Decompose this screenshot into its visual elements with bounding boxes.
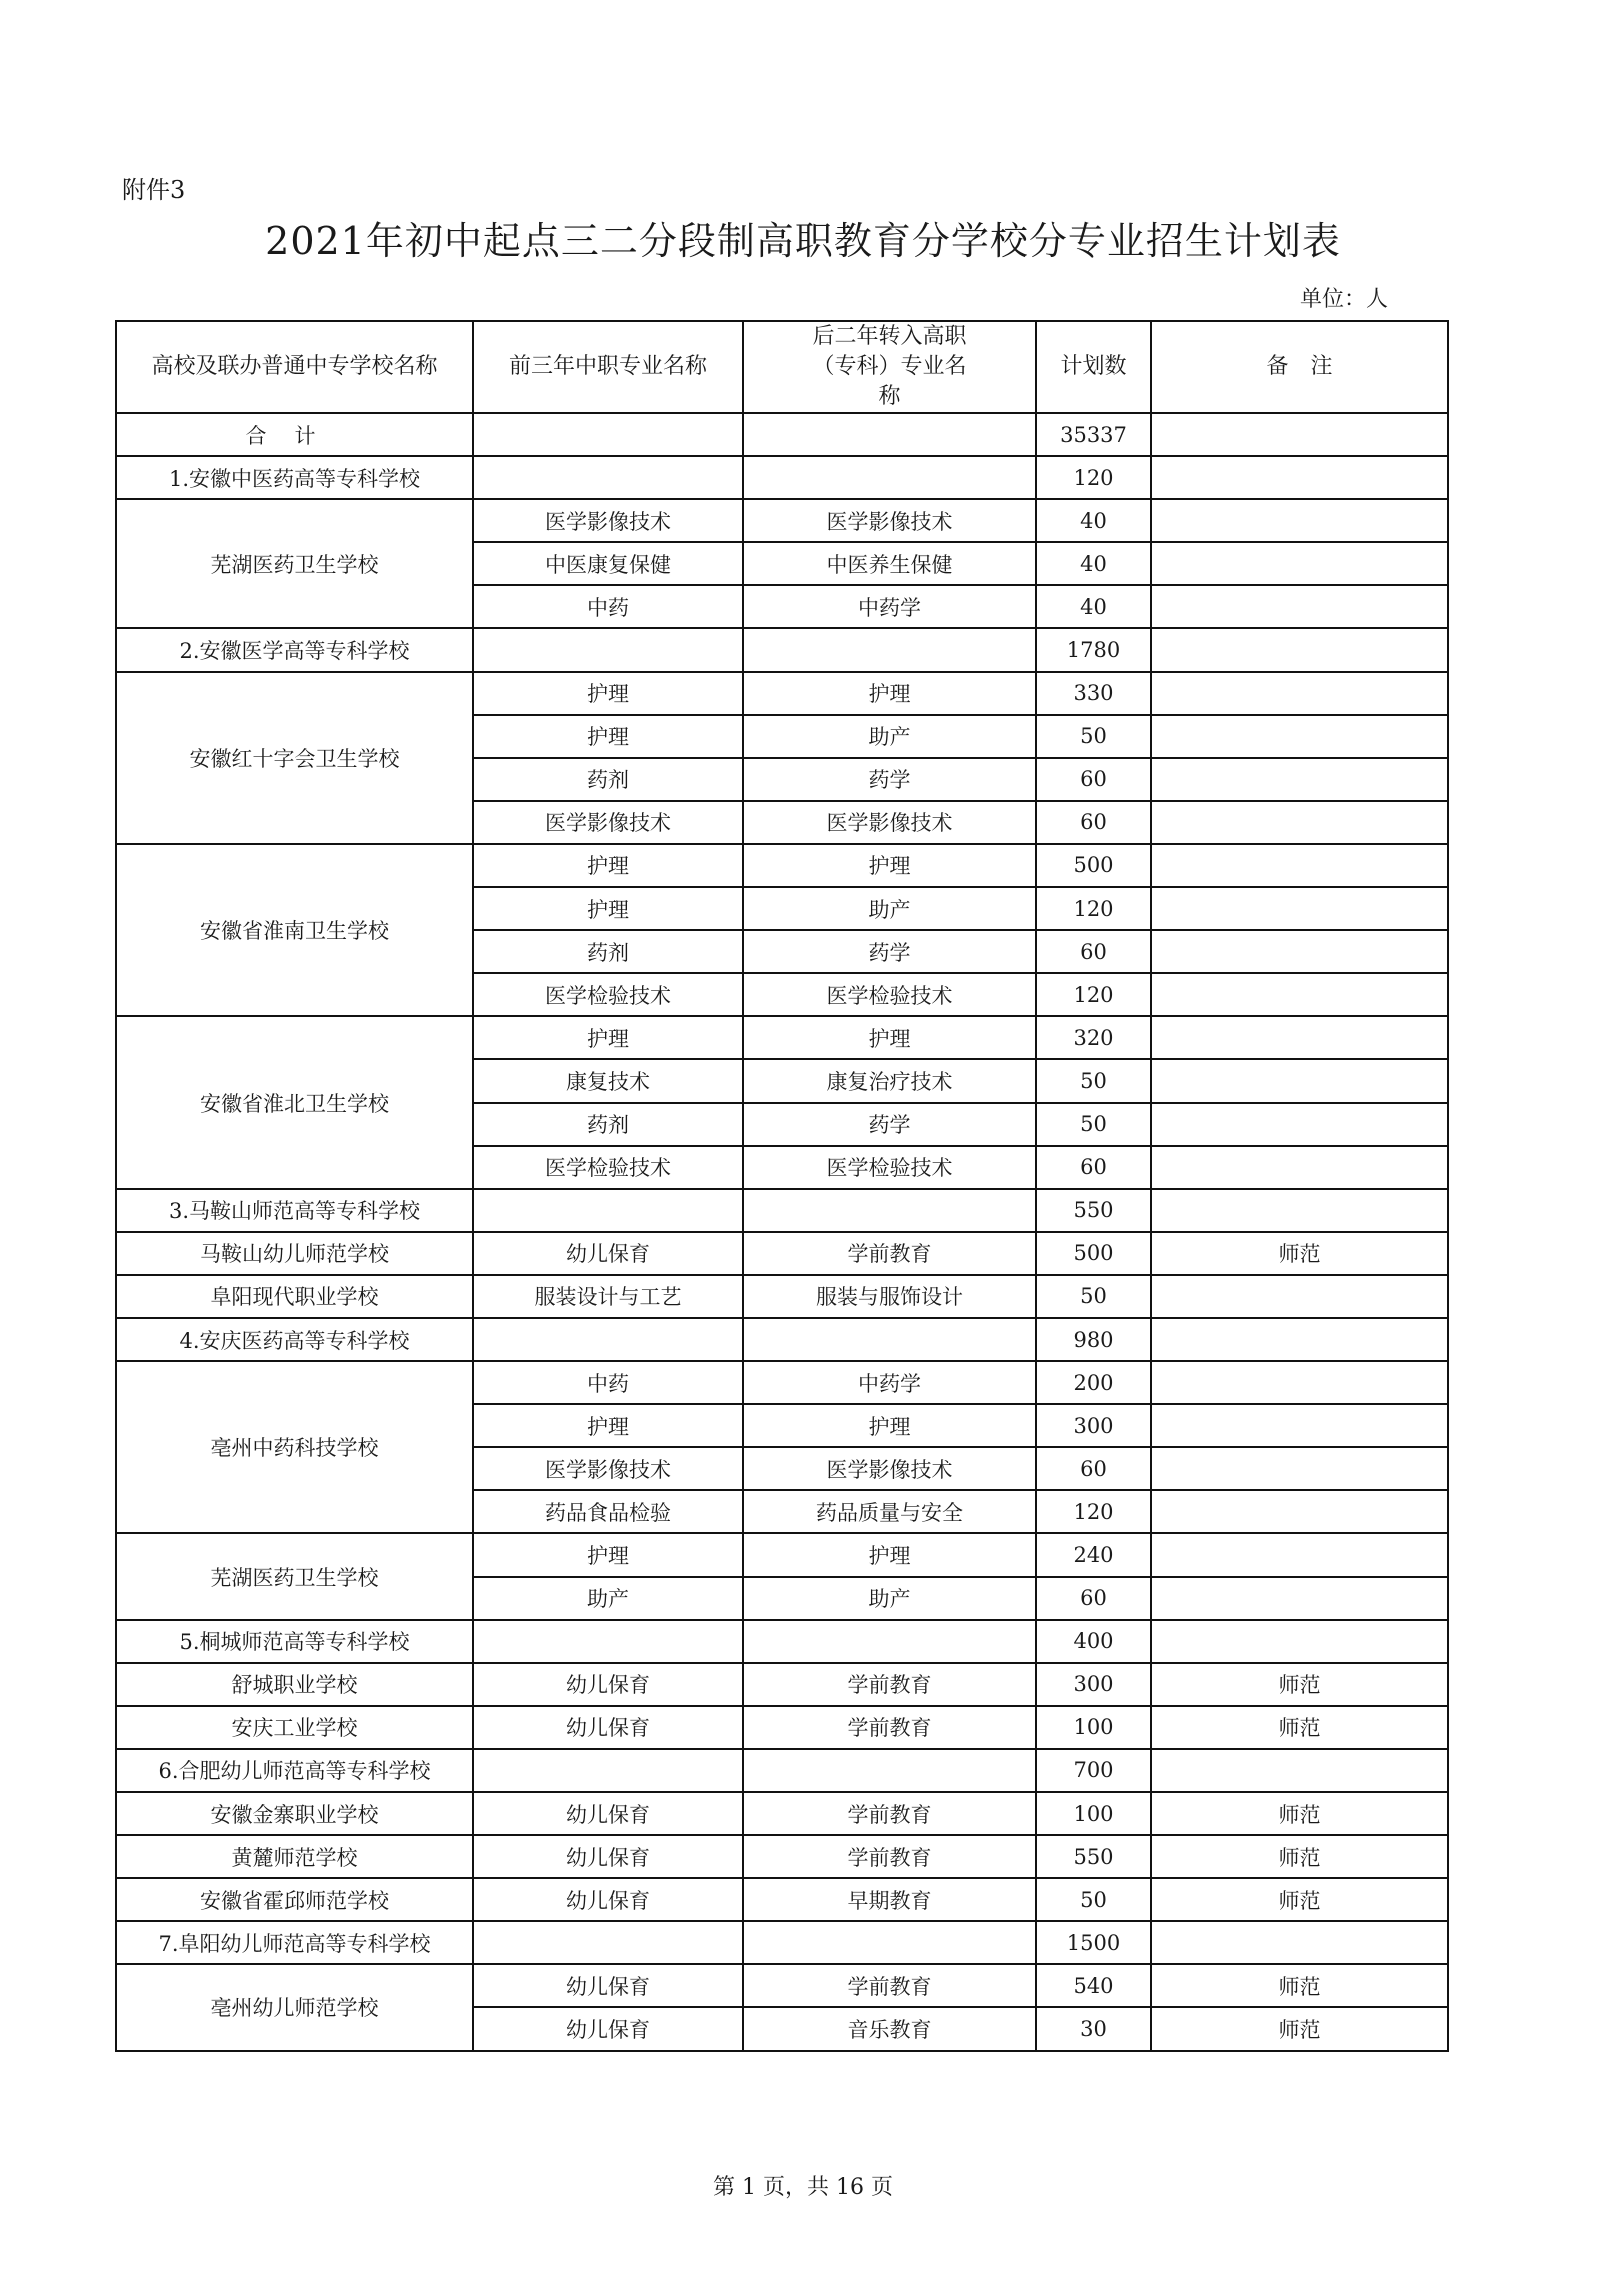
remark — [1151, 801, 1448, 844]
higher-major: 药学 — [743, 758, 1036, 801]
plan-count: 40 — [1036, 585, 1151, 628]
remark: 师范 — [1151, 1835, 1448, 1878]
major-row — [116, 1706, 1448, 1749]
college-name: 5.桐城师范高等专科学校 — [116, 1620, 473, 1663]
college-secondary — [473, 456, 743, 499]
secondary-major: 幼儿保育 — [473, 1706, 743, 1749]
remark — [1151, 1533, 1448, 1576]
major-row — [116, 672, 1448, 715]
secondary-major: 中医康复保健 — [473, 542, 743, 585]
secondary-major: 医学影像技术 — [473, 801, 743, 844]
school-name: 亳州幼儿师范学校 — [116, 1964, 473, 2050]
college-secondary — [473, 1189, 743, 1232]
college-higher — [743, 1318, 1036, 1361]
higher-major: 学前教育 — [743, 1792, 1036, 1835]
major-row — [116, 1964, 1448, 2007]
plan-count: 320 — [1036, 1016, 1151, 1059]
college-row — [116, 1620, 1448, 1663]
school-name: 安徽金寨职业学校 — [116, 1792, 473, 1835]
school-name: 黄麓师范学校 — [116, 1835, 473, 1878]
plan-count: 60 — [1036, 1447, 1151, 1490]
secondary-major: 药剂 — [473, 930, 743, 973]
plan-count: 50 — [1036, 1059, 1151, 1102]
college-row — [116, 1749, 1448, 1792]
higher-major: 助产 — [743, 1577, 1036, 1620]
secondary-major: 幼儿保育 — [473, 1835, 743, 1878]
school-name: 马鞍山幼儿师范学校 — [116, 1232, 473, 1275]
college-higher — [743, 1189, 1036, 1232]
college-row — [116, 1921, 1448, 1964]
higher-major: 医学检验技术 — [743, 973, 1036, 1016]
higher-major: 助产 — [743, 715, 1036, 758]
remark: 师范 — [1151, 1706, 1448, 1749]
higher-major: 护理 — [743, 1533, 1036, 1576]
higher-major: 护理 — [743, 672, 1036, 715]
secondary-major: 服装设计与工艺 — [473, 1275, 743, 1318]
school-name: 阜阳现代职业学校 — [116, 1275, 473, 1318]
major-row — [116, 844, 1448, 887]
page-title: 2021年初中起点三二分段制高职教育分学校分专业招生计划表 — [265, 219, 1341, 263]
higher-major: 中医养生保健 — [743, 542, 1036, 585]
remark — [1151, 499, 1448, 542]
secondary-major: 幼儿保育 — [473, 2007, 743, 2050]
higher-major: 药学 — [743, 930, 1036, 973]
header-remark: 备 注 — [1151, 321, 1448, 413]
total-remark — [1151, 413, 1448, 456]
secondary-major: 中药 — [473, 1361, 743, 1404]
secondary-major: 护理 — [473, 844, 743, 887]
school-name: 安徽省淮南卫生学校 — [116, 844, 473, 1016]
secondary-major: 幼儿保育 — [473, 1232, 743, 1275]
plan-count: 50 — [1036, 1878, 1151, 1921]
higher-major: 中药学 — [743, 585, 1036, 628]
college-higher — [743, 1620, 1036, 1663]
secondary-major: 药剂 — [473, 758, 743, 801]
plan-count: 540 — [1036, 1964, 1151, 2007]
plan-count: 550 — [1036, 1835, 1151, 1878]
plan-count: 500 — [1036, 1232, 1151, 1275]
plan-count: 100 — [1036, 1792, 1151, 1835]
higher-major: 学前教育 — [743, 1232, 1036, 1275]
college-secondary — [473, 1921, 743, 1964]
school-name: 亳州中药科技学校 — [116, 1361, 473, 1533]
remark — [1151, 1361, 1448, 1404]
secondary-major: 中药 — [473, 585, 743, 628]
plan-count: 50 — [1036, 1275, 1151, 1318]
total-higher — [743, 413, 1036, 456]
college-plan: 980 — [1036, 1318, 1151, 1361]
secondary-major: 康复技术 — [473, 1059, 743, 1102]
school-name: 安徽红十字会卫生学校 — [116, 672, 473, 844]
remark — [1151, 1577, 1448, 1620]
college-name: 1.安徽中医药高等专科学校 — [116, 456, 473, 499]
secondary-major: 医学影像技术 — [473, 499, 743, 542]
secondary-major: 护理 — [473, 1404, 743, 1447]
college-name: 3.马鞍山师范高等专科学校 — [116, 1189, 473, 1232]
college-plan: 120 — [1036, 456, 1151, 499]
remark: 师范 — [1151, 1232, 1448, 1275]
remark — [1151, 973, 1448, 1016]
plan-count: 50 — [1036, 715, 1151, 758]
secondary-major: 护理 — [473, 672, 743, 715]
secondary-major: 医学检验技术 — [473, 973, 743, 1016]
higher-major: 学前教育 — [743, 1663, 1036, 1706]
school-name: 芜湖医药卫生学校 — [116, 499, 473, 628]
major-row — [116, 1663, 1448, 1706]
remark — [1151, 758, 1448, 801]
college-remark — [1151, 1318, 1448, 1361]
higher-major: 药品质量与安全 — [743, 1490, 1036, 1533]
plan-count: 500 — [1036, 844, 1151, 887]
higher-major: 护理 — [743, 1016, 1036, 1059]
college-row — [116, 628, 1448, 671]
enrollment-plan-table — [115, 320, 1449, 2052]
remark — [1151, 1103, 1448, 1146]
college-plan: 1500 — [1036, 1921, 1151, 1964]
college-plan: 1780 — [1036, 628, 1151, 671]
plan-count: 40 — [1036, 542, 1151, 585]
remark — [1151, 1490, 1448, 1533]
remark — [1151, 844, 1448, 887]
total-row — [116, 413, 1448, 456]
higher-major: 药学 — [743, 1103, 1036, 1146]
plan-count: 40 — [1036, 499, 1151, 542]
higher-major: 音乐教育 — [743, 2007, 1036, 2050]
remark: 师范 — [1151, 2007, 1448, 2050]
school-name: 芜湖医药卫生学校 — [116, 1533, 473, 1619]
higher-major: 医学检验技术 — [743, 1146, 1036, 1189]
college-higher — [743, 1749, 1036, 1792]
plan-count: 120 — [1036, 973, 1151, 1016]
school-name: 舒城职业学校 — [116, 1663, 473, 1706]
college-remark — [1151, 628, 1448, 671]
remark — [1151, 1059, 1448, 1102]
header-plan: 计划数 — [1036, 321, 1151, 413]
college-secondary — [473, 628, 743, 671]
higher-major: 医学影像技术 — [743, 499, 1036, 542]
plan-count: 30 — [1036, 2007, 1151, 2050]
total-secondary — [473, 413, 743, 456]
school-name: 安徽省淮北卫生学校 — [116, 1016, 473, 1188]
plan-count: 300 — [1036, 1404, 1151, 1447]
major-row — [116, 1878, 1448, 1921]
major-row — [116, 1361, 1448, 1404]
college-secondary — [473, 1318, 743, 1361]
remark: 师范 — [1151, 1964, 1448, 2007]
remark: 师范 — [1151, 1878, 1448, 1921]
college-remark — [1151, 1620, 1448, 1663]
plan-count: 60 — [1036, 758, 1151, 801]
plan-count: 300 — [1036, 1663, 1151, 1706]
college-plan: 550 — [1036, 1189, 1151, 1232]
secondary-major: 医学影像技术 — [473, 1447, 743, 1490]
plan-count: 100 — [1036, 1706, 1151, 1749]
header-higher-major: 后二年转入高职（专科）专业名称 — [743, 321, 1036, 413]
major-row — [116, 1792, 1448, 1835]
college-plan: 400 — [1036, 1620, 1151, 1663]
plan-count: 120 — [1036, 1490, 1151, 1533]
remark — [1151, 542, 1448, 585]
college-remark — [1151, 1921, 1448, 1964]
higher-major: 学前教育 — [743, 1964, 1036, 2007]
plan-count: 60 — [1036, 930, 1151, 973]
college-name: 2.安徽医学高等专科学校 — [116, 628, 473, 671]
remark — [1151, 715, 1448, 758]
remark — [1151, 1016, 1448, 1059]
plan-count: 240 — [1036, 1533, 1151, 1576]
higher-major: 学前教育 — [743, 1706, 1036, 1749]
higher-major: 中药学 — [743, 1361, 1036, 1404]
college-higher — [743, 1921, 1036, 1964]
secondary-major: 助产 — [473, 1577, 743, 1620]
higher-major: 助产 — [743, 887, 1036, 930]
college-row — [116, 1318, 1448, 1361]
remark — [1151, 1404, 1448, 1447]
major-row — [116, 499, 1448, 542]
school-name: 安徽省霍邱师范学校 — [116, 1878, 473, 1921]
secondary-major: 幼儿保育 — [473, 1792, 743, 1835]
plan-count: 120 — [1036, 887, 1151, 930]
higher-major: 医学影像技术 — [743, 801, 1036, 844]
higher-major: 康复治疗技术 — [743, 1059, 1036, 1102]
college-row — [116, 1189, 1448, 1232]
plan-count: 60 — [1036, 801, 1151, 844]
college-name: 6.合肥幼儿师范高等专科学校 — [116, 1749, 473, 1792]
college-remark — [1151, 1749, 1448, 1792]
remark — [1151, 1447, 1448, 1490]
secondary-major: 护理 — [473, 887, 743, 930]
remark: 师范 — [1151, 1663, 1448, 1706]
college-higher — [743, 628, 1036, 671]
higher-major: 服装与服饰设计 — [743, 1275, 1036, 1318]
higher-major: 学前教育 — [743, 1835, 1036, 1878]
college-row — [116, 456, 1448, 499]
total-label: 合计 — [116, 413, 473, 456]
unit-label: 单位：人 — [1300, 287, 1389, 312]
major-row — [116, 1533, 1448, 1576]
remark — [1151, 887, 1448, 930]
plan-count: 330 — [1036, 672, 1151, 715]
higher-major: 护理 — [743, 844, 1036, 887]
secondary-major: 医学检验技术 — [473, 1146, 743, 1189]
remark — [1151, 585, 1448, 628]
secondary-major: 幼儿保育 — [473, 1663, 743, 1706]
secondary-major: 护理 — [473, 1533, 743, 1576]
header-row — [116, 321, 1448, 413]
plan-count: 200 — [1036, 1361, 1151, 1404]
header-school: 高校及联办普通中专学校名称 — [116, 321, 473, 413]
remark: 师范 — [1151, 1792, 1448, 1835]
school-name: 安庆工业学校 — [116, 1706, 473, 1749]
remark — [1151, 930, 1448, 973]
remark — [1151, 1146, 1448, 1189]
remark — [1151, 1275, 1448, 1318]
major-row — [116, 1016, 1448, 1059]
college-remark — [1151, 1189, 1448, 1232]
major-row — [116, 1232, 1448, 1275]
secondary-major: 护理 — [473, 1016, 743, 1059]
college-plan: 700 — [1036, 1749, 1151, 1792]
college-remark — [1151, 456, 1448, 499]
remark — [1151, 672, 1448, 715]
secondary-major: 护理 — [473, 715, 743, 758]
college-higher — [743, 456, 1036, 499]
secondary-major: 药品食品检验 — [473, 1490, 743, 1533]
secondary-major: 药剂 — [473, 1103, 743, 1146]
plan-count: 60 — [1036, 1146, 1151, 1189]
major-row — [116, 1835, 1448, 1878]
higher-major: 护理 — [743, 1404, 1036, 1447]
header-secondary-major: 前三年中职专业名称 — [473, 321, 743, 413]
college-name: 4.安庆医药高等专科学校 — [116, 1318, 473, 1361]
plan-count: 60 — [1036, 1577, 1151, 1620]
college-secondary — [473, 1620, 743, 1663]
secondary-major: 幼儿保育 — [473, 1964, 743, 2007]
college-name: 7.阜阳幼儿师范高等专科学校 — [116, 1921, 473, 1964]
attachment-label: 附件3 — [122, 176, 186, 204]
college-secondary — [473, 1749, 743, 1792]
secondary-major: 幼儿保育 — [473, 1878, 743, 1921]
higher-major: 早期教育 — [743, 1878, 1036, 1921]
major-row — [116, 1275, 1448, 1318]
higher-major: 医学影像技术 — [743, 1447, 1036, 1490]
page-footer: 第 1 页，共 16 页 — [713, 2175, 893, 2200]
plan-count: 50 — [1036, 1103, 1151, 1146]
total-plan: 35337 — [1036, 413, 1151, 456]
